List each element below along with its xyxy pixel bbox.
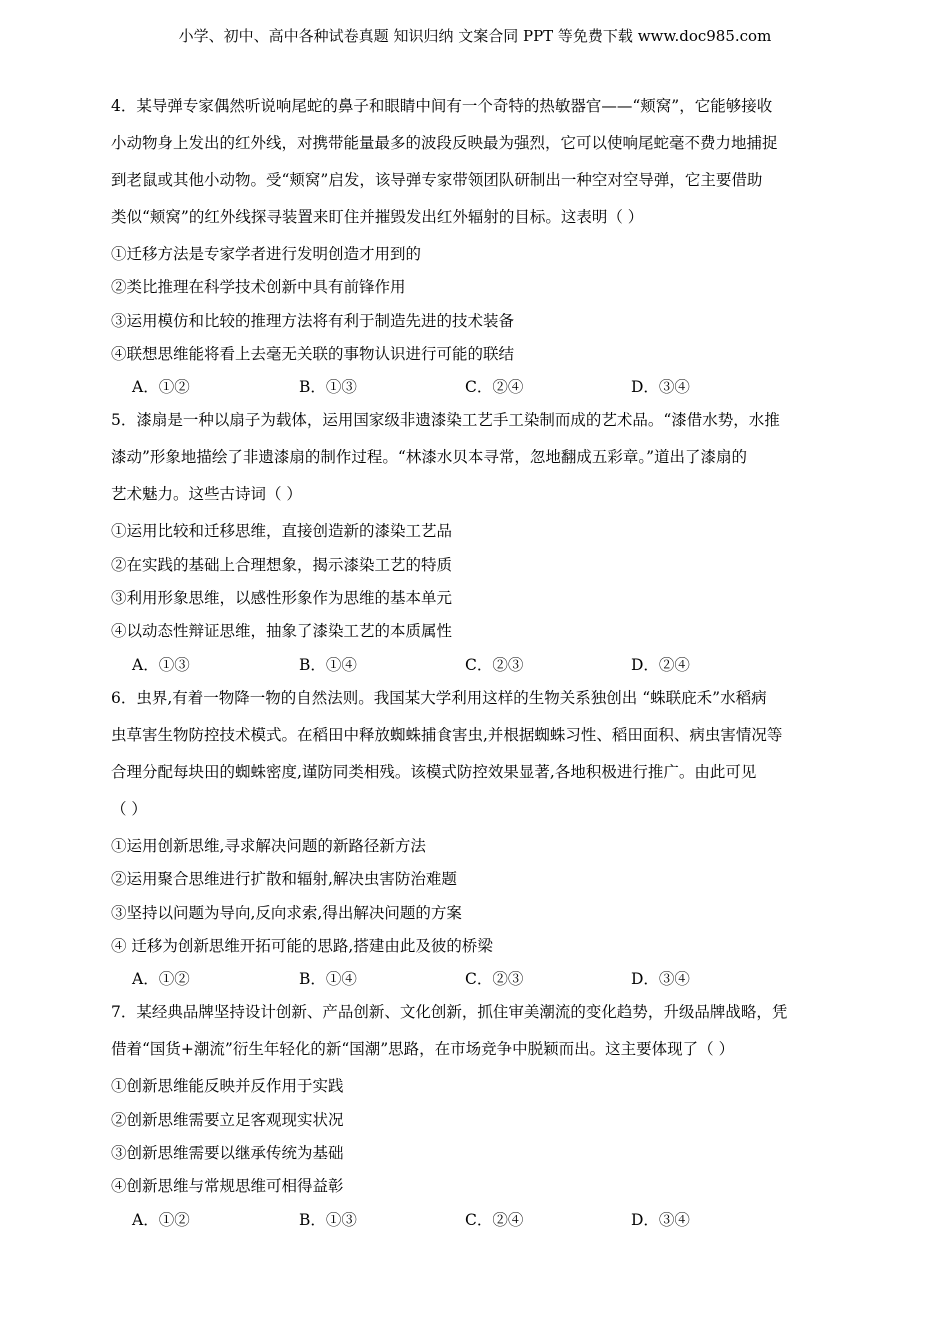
answer-choices [111,969,846,1002]
answer-choice: C．②③ [465,970,524,989]
statement-option: ②在实践的基础上合理想象，揭示漆染工艺的特质 [111,555,453,574]
statement-option: ②运用聚合思维进行扩散和辐射,解决虫害防治难题 [111,870,457,889]
question-block [111,1002,846,1242]
answer-choice: C．②④ [465,1210,524,1229]
answer-choice: A．①③ [132,655,190,674]
question-stem-line: 小动物身上发出的红外线，对携带能量最多的波段反映最为强烈，它可以使响尾蛇毫不费力地捕捉 [111,134,778,152]
statement-option: ④联想思维能将看上去毫无关联的事物认识进行可能的联结 [111,344,515,363]
statement-option: ④以动态性辩证思维，抽象了漆染工艺的本质属性 [111,622,453,641]
statement-option: ③创新思维需要以继承传统为基础 [111,1144,344,1163]
answer-choice: C．②③ [465,655,524,674]
statement-option: ④ 迁移为创新思维开拓可能的思路,搭建由此及彼的桥梁 [111,936,493,955]
question-stem-line: 5．漆扇是一种以扇子为载体，运用国家级非遗漆染工艺手工染制而成的艺术品。“漆借水势，水推 [111,411,780,430]
question-stem-line: 借着“国货+潮流”衍生年轻化的新“国潮”思路，在市场竞争中脱颖而出。这主要体现了（ ） [111,1040,735,1059]
page-header: 小学、初中、高中各种试卷真题 知识归纳 文案合同 PPT 等免费下载 www.doc985.com [178,27,772,45]
statement-option: ③坚持以问题为导向,反向求索,得出解决问题的方案 [111,903,462,922]
statement-option: ①迁移方法是专家学者进行发明创造才用到的 [111,245,422,263]
question-stem-line: 漆动”形象地描绘了非遗漆扇的制作过程。“林漆水贝本寻常，忽地翻成五彩章。”道出了漆扇的 [111,448,748,467]
statement-option: ②创新思维需要立足客观现实状况 [111,1110,344,1129]
statement-option: ④创新思维与常规思维可相得益彰 [111,1177,344,1196]
answer-choice: B．①④ [299,655,357,674]
answer-choice: D．③④ [631,1210,690,1229]
answer-choice: D．③④ [631,378,690,397]
answer-choices [111,1210,846,1243]
answer-choice: D．②④ [631,655,690,674]
statement-option: ②类比推理在科学技术创新中具有前锋作用 [111,278,406,297]
question-stem-line: （ ） [111,799,147,818]
statement-option: ①运用创新思维,寻求解决问题的新路径新方法 [111,836,426,855]
question-stem-line: 到老鼠或其他小动物。受“颊窝”启发，该导弹专家带领团队研制出一种空对空导弹，它主要借助 [111,171,763,189]
answer-choice: A．①② [132,378,190,397]
answer-choices [111,655,846,688]
statement-option: ③利用形象思维，以感性形象作为思维的基本单元 [111,589,453,608]
question-block [111,688,846,1002]
statement-option: ③运用模仿和比较的推理方法将有利于制造先进的技术装备 [111,311,515,330]
answer-choice: B．①③ [299,1210,357,1229]
question-list [111,96,846,1243]
answer-choice: A．①② [132,1210,190,1229]
question-stem-line: 艺术魅力。这些古诗词（ ） [111,485,302,504]
statement-option: ①运用比较和迁移思维，直接创造新的漆染工艺品 [111,522,453,541]
question-stem-line: 虫草害生物防控技术模式。在稻田中释放蜘蛛捕食害虫,并根据蜘蛛习性、稻田面积、病虫害情况等 [111,725,783,744]
question-stem-line: 合理分配每块田的蜘蛛密度,谨防同类相残。该模式防控效果显著,各地积极进行推广。由此可见 [111,762,757,781]
question-block [111,96,846,410]
statement-option: ①创新思维能反映并反作用于实践 [111,1077,344,1096]
question-block [111,410,846,687]
answer-choice: A．①② [132,970,190,989]
answer-choice: D．③④ [631,970,690,989]
question-stem-line: 类似“颊窝”的红外线探寻装置来盯住并摧毁发出红外辐射的目标。这表明（ ） [111,208,644,226]
question-stem-line: 6．虫界,有着一物降一物的自然法则。我国某大学利用这样的生物关系独创出 “蛛联庇禾”水稻病 [111,688,767,707]
answer-choices [111,377,846,410]
answer-choice: B．①④ [299,970,357,989]
question-stem-line: 7．某经典品牌坚持设计创新、产品创新、文化创新，抓住审美潮流的变化趋势，升级品牌战略，凭 [111,1003,788,1022]
answer-choice: B．①③ [299,378,357,397]
question-stem-line: 4．某导弹专家偶然听说响尾蛇的鼻子和眼睛中间有一个奇特的热敏器官——“颊窝”，它能够接收 [111,97,773,115]
answer-choice: C．②④ [465,378,524,397]
